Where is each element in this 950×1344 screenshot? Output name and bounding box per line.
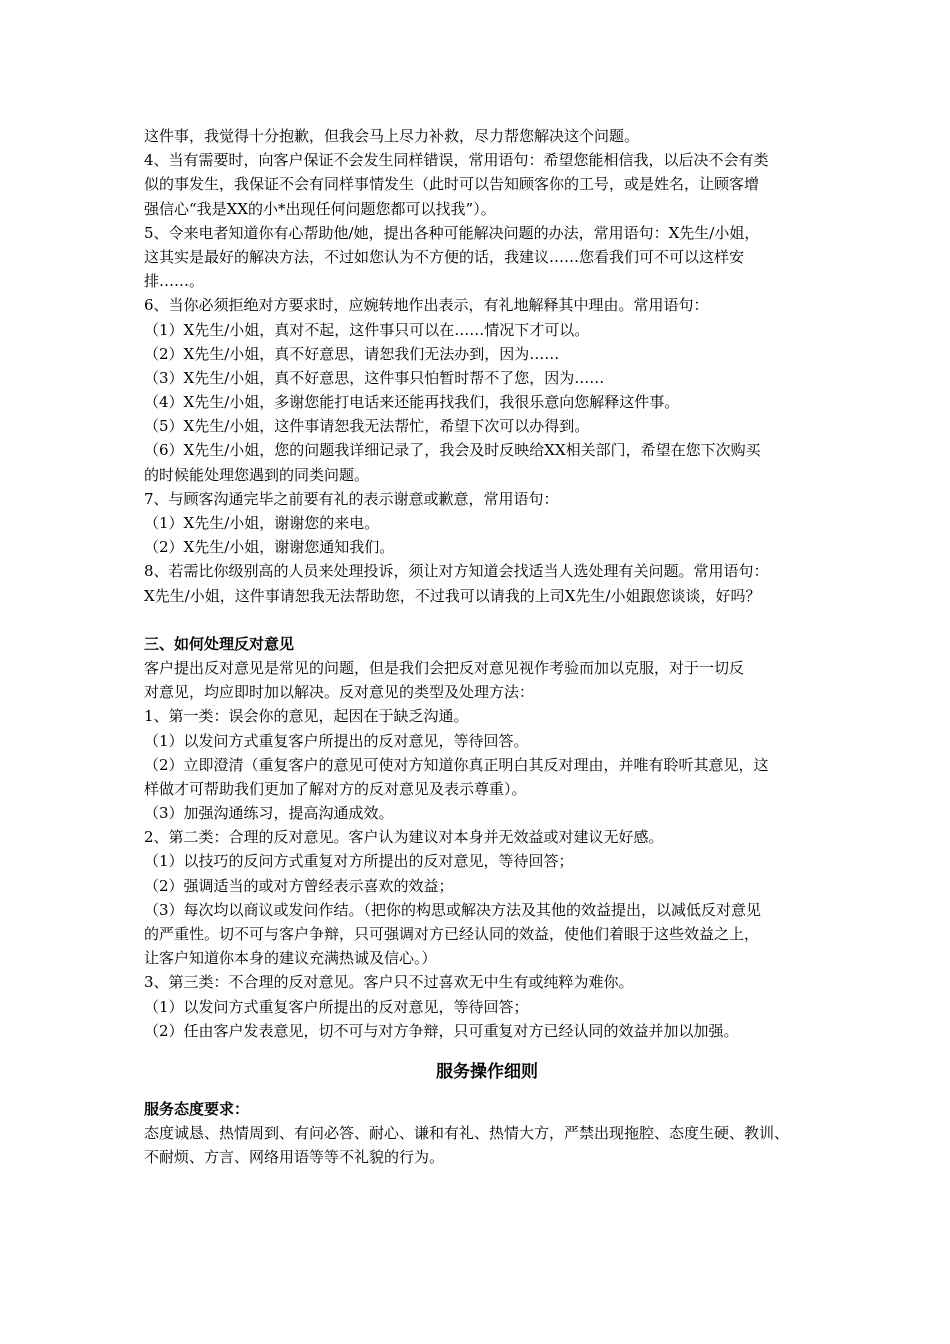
paragraph-line: 这件事，我觉得十分抱歉，但我会马上尽力补救，尽力帮您解决这个问题。: [144, 127, 640, 145]
paragraph-line: （4）X先生/小姐，多谢您能打电话来还能再找我们，我很乐意向您解释这件事。: [144, 393, 680, 412]
paragraph-line: 5、令来电者知道你有心帮助他/她，提出各种可能解决问题的办法，常用语句：X先生/小姐，: [144, 223, 760, 242]
paragraph-line: 样做才可帮助我们更加了解对方的反对意见及表示尊重）。: [144, 779, 527, 798]
section-heading: 三、如何处理反对意见: [144, 634, 295, 653]
paragraph-line: （1）以发问方式重复客户所提出的反对意见，等待回答。: [144, 731, 529, 750]
paragraph-line: （1）以发问方式重复客户所提出的反对意见，等待回答；: [144, 997, 529, 1016]
spacer: [144, 608, 830, 632]
paragraph-line: 6、当你必须拒绝对方要求时，应婉转地作出表示，有礼地解释其中理由。常用语句：: [144, 296, 709, 315]
paragraph-line: X先生/小姐，这件事请恕我无法帮助您，不过我可以请我的上司X先生/小姐跟您谈谈，好吗？: [144, 586, 761, 605]
paragraph-line: 排……。: [144, 272, 205, 291]
paragraph-line: （1）以技巧的反问方式重复对方所提出的反对意见，等待回答；: [144, 852, 574, 871]
paragraph-line: 这其实是最好的解决方法，不过如您认为不方便的话，我建议……您看我们可不可以这样安: [144, 247, 745, 266]
paragraph-line: 8、若需比你级别高的人员来处理投诉，须让对方知道会找适当人选处理有关问题。常用语句：: [144, 562, 769, 581]
paragraph-line: 不耐烦、方言、网络用语等等不礼貌的行为。: [144, 1148, 445, 1167]
paragraph-line: （1）X先生/小姐，真对不起，这件事只可以在……情况下才可以。: [144, 320, 590, 339]
paragraph-line: （3）每次均以商议或发问作结。（把你的构思或解决方法及其他的效益提出，以减低反对意见: [144, 900, 762, 919]
paragraph-line: （1）X先生/小姐，谢谢您的来电。: [144, 514, 380, 532]
paragraph-line: （3）加强沟通练习，提高沟通成效。: [144, 804, 394, 823]
paragraph-line: （6）X先生/小姐，您的问题我详细记录了，我会及时反映给XX相关部门，希望在您下次购买: [144, 441, 761, 460]
paragraph-line: 让客户知道你本身的建议充满热诚及信心。）: [144, 949, 437, 968]
paragraph-line: （3）X先生/小姐，真不好意思，这件事只怕暂时帮不了您，因为……: [144, 368, 605, 387]
document-title: 服务操作细则: [436, 1061, 538, 1082]
document-page: [144, 124, 830, 1170]
paragraph-line: 对意见，均应即时加以解决。反对意见的类型及处理方法：: [144, 683, 535, 702]
paragraph-line: 7、与顾客沟通完毕之前要有礼的表示谢意或歉意，常用语句：: [144, 489, 559, 508]
section-three: [144, 632, 830, 1043]
paragraph-line: 强信心“我是XX的小*出现任何问题您都可以找我”）。: [144, 199, 496, 218]
paragraph-line: 的时候能处理您遇到的同类问题。: [144, 465, 370, 484]
paragraph-line: 似的事发生，我保证不会有同样事情发生（此时可以告知顾客你的工号，或是姓名，让顾客增: [144, 175, 760, 194]
paragraph-line: 1、第一类：误会你的意见，起因在于缺乏沟通。: [144, 707, 469, 726]
paragraph-line: （2）任由客户发表意见，切不可与对方争辩，只可重复对方已经认同的效益并加以加强。: [144, 1021, 739, 1040]
service-rules: [144, 1057, 830, 1170]
paragraph-line: （5）X先生/小姐，这件事请恕我无法帮忙，希望下次可以办得到。: [144, 417, 590, 436]
paragraph-line: （2）立即澄清（重复客户的意见可使对方知道你真正明白其反对理由，并唯有聆听其意见，这: [144, 755, 769, 774]
section-two-tail: [144, 124, 830, 608]
paragraph-line: （2）强调适当的或对方曾经表示喜欢的效益；: [144, 876, 454, 895]
subsection-heading: 服务态度要求：: [144, 1099, 250, 1118]
paragraph-line: （2）X先生/小姐，真不好意思，请恕我们无法办到，因为……: [144, 344, 560, 363]
paragraph-line: 4、当有需要时，向客户保证不会发生同样错误，常用语句：希望您能相信我，以后决不会有类: [144, 151, 769, 170]
paragraph-line: 2、第二类：合理的反对意见。客户认为建议对本身并无效益或对建议无好感。: [144, 828, 664, 847]
paragraph-line: 态度诚恳、热情周到、有问必答、耐心、谦和有礼、热情大方，严禁出现拖腔、态度生硬、教训、: [144, 1124, 790, 1143]
paragraph-line: （2）X先生/小姐，谢谢您通知我们。: [144, 538, 395, 557]
paragraph-line: 客户提出反对意见是常见的问题，但是我们会把反对意见视作考验而加以克服，对于一切反: [144, 658, 745, 677]
paragraph-line: 3、第三类：不合理的反对意见。客户只不过喜欢无中生有或纯粹为难你。: [144, 973, 634, 992]
paragraph-line: 的严重性。切不可与客户争辩，只可强调对方已经认同的效益，使他们着眼于这些效益之上，: [144, 925, 760, 943]
